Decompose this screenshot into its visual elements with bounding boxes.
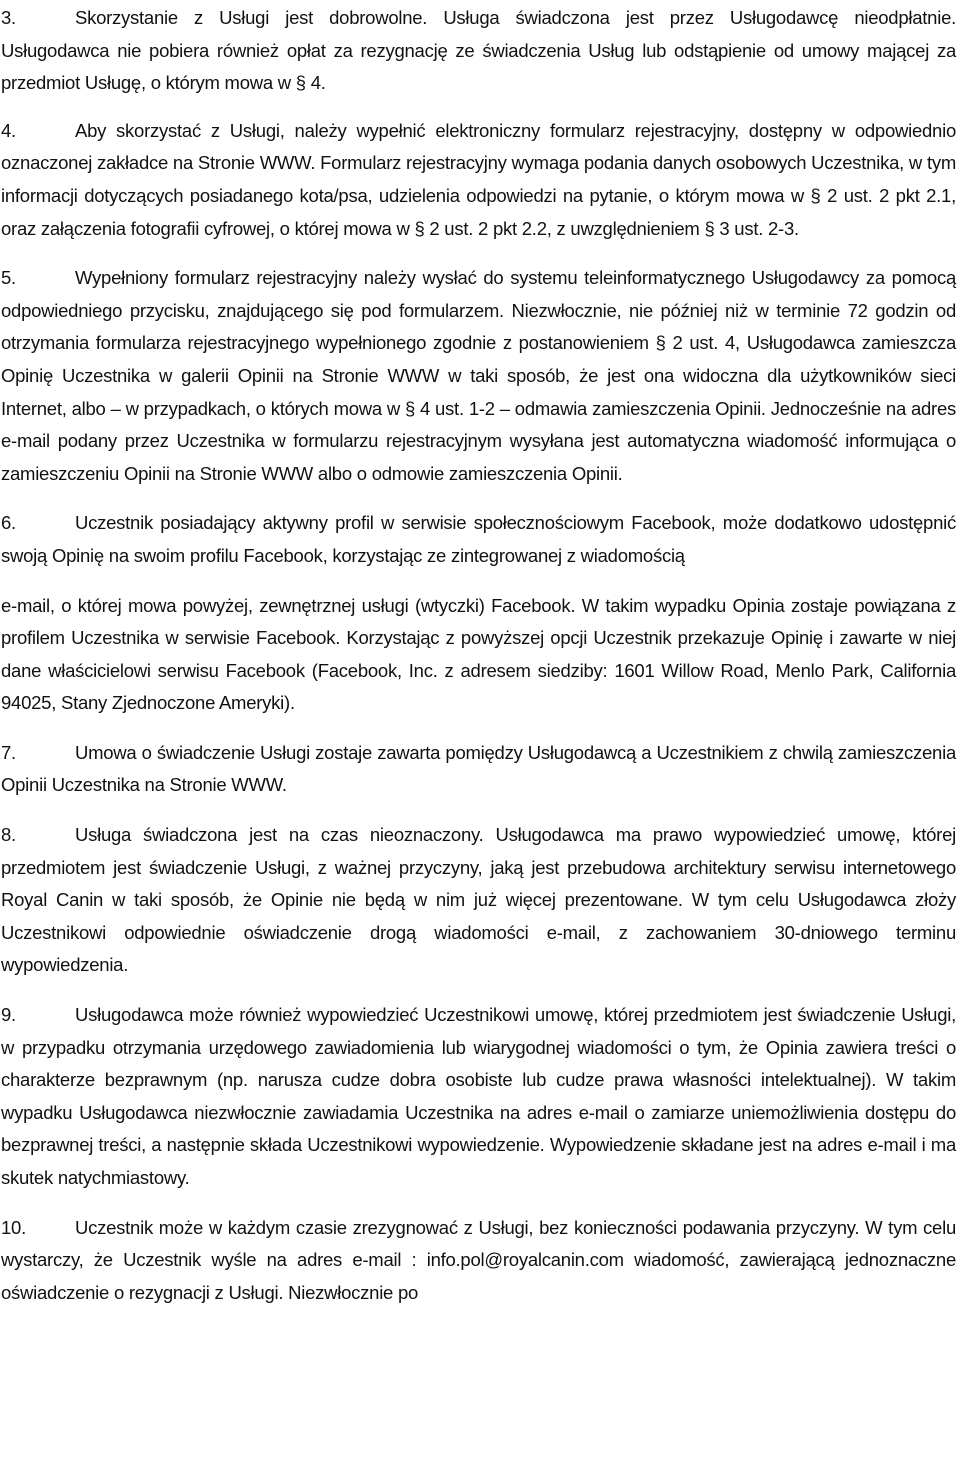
paragraph-text: Usługodawca może również wypowiedzieć Uczestnikowi umowę, której przedmiotem jest świadczenie Usługi, w przypadku otrzymania urzędowego zawiadomienia lub wiarygodnej wiadomości o tym, że Opinia zawiera treści o charakterze bezprawnym (np. narusza cudze dobra osobiste lub cudze prawa własności intelektualnej). W takim wypadku Usługodawca niezwłocznie zawiadamia Uczestnika na adres e-mail o zamiarze uniemożliwienia dostępu do bezprawnej treści, a następnie składa Uczestnikowi wypowiedzenie. Wypowiedzenie składane jest na adres e-mail i ma skutek natychmiastowy. [1, 1004, 956, 1188]
paragraph-3 [1, 2, 956, 100]
paragraph-6-continuation [1, 590, 956, 720]
paragraph-number: 5. [1, 267, 16, 289]
paragraph-text: Uczestnik posiadający aktywny profil w serwisie społecznościowym Facebook, może dodatkowo udostępnić swoją Opinię na swoim profilu Facebook, korzystając ze zintegrowanej z wiadomością [1, 512, 956, 566]
paragraph-9 [1, 999, 956, 1195]
paragraph-10 [1, 1212, 956, 1310]
paragraph-number: 4. [1, 119, 16, 141]
paragraph-text: Umowa o świadczenie Usługi zostaje zawarta pomiędzy Usługodawcą a Uczestnikiem z chwilą zamieszczenia Opinii Uczestnika na Stronie WWW. [1, 741, 956, 796]
paragraph-number: 10. [1, 1216, 26, 1238]
paragraph-text: Uczestnik może w każdym czasie zrezygnować z Usługi, bez konieczności podawania przyczyny. W tym celu wystarczy, że Uczestnik wyśle na adres e-mail : info.pol@royalcanin.com wiadomość, zawierającą jednoznaczne oświadczenie o rezygnacji z Usługi. Niezwłocznie po [1, 1216, 956, 1303]
paragraph-8 [1, 819, 956, 982]
paragraph-text: e-mail, o której mowa powyżej, zewnętrznej usługi (wtyczki) Facebook. W takim wypadku Opinia zostaje powiązana z profilem Uczestnika w serwisie Facebook. Korzystając z powyższej opcji Uczestnik przekazuje Opinię i zawarte w niej dane właścicielowi serwisu Facebook (Facebook, Inc. z adresem siedziby: 1601 Willow Road, Menlo Park, California 94025, Stany Zjednoczone Ameryki). [1, 594, 956, 714]
paragraph-number: 8. [1, 824, 16, 846]
paragraph-7 [1, 737, 956, 802]
paragraph-number: 9. [1, 1004, 16, 1026]
paragraph-6 [1, 507, 956, 572]
paragraph-text: Usługa świadczona jest na czas nieoznaczony. Usługodawca ma prawo wypowiedzieć umowę, której przedmiotem jest świadczenie Usługi, z ważnej przyczyny, jaką jest przebudowa architektury serwisu internetowego Royal Canin w taki sposób, że Opinie nie będą w nim już więcej prezentowane. W tym celu Usługodawca złoży Uczestnikowi odpowiednie oświadczenie drogą wiadomości e-mail, z zachowaniem 30-dniowego terminu wypowiedzenia. [1, 824, 956, 976]
paragraph-text: Wypełniony formularz rejestracyjny należy wysłać do systemu teleinformatycznego Usługodawcy za pomocą odpowiedniego przycisku, znajdującego się pod formularzem. Niezwłocznie, nie później niż w terminie 72 godzin od otrzymania formularza rejestracyjnego wypełnionego zgodnie z postanowieniem § 2 ust. 4, Usługodawca zamieszcza Opinię Uczestnika w galerii Opinii na Stronie WWW w taki sposób, że jest ona widoczna dla użytkowników sieci Internet, albo – w przypadkach, o których mowa w § 4 ust. 1-2 – odmawia zamieszczenia Opinii. Jednocześnie na adres e-mail podany przez Uczestnika w formularzu rejestracyjnym wysyłana jest automatyczna wiadomość informująca o zamieszczeniu Opinii na Stronie WWW albo o odmowie zamieszczenia Opinii. [1, 267, 956, 484]
paragraph-number: 3. [1, 7, 16, 28]
paragraph-number: 7. [1, 741, 16, 763]
paragraph-number: 6. [1, 512, 16, 534]
paragraph-text: Skorzystanie z Usługi jest dobrowolne. Usługa świadczona jest przez Usługodawcę nieodpłatnie. Usługodawca nie pobiera również opłat za rezygnację ze świadczenia Usług lub odstąpienie od umowy mającej za przedmiot Usługę, o którym mowa w § 4. [1, 7, 956, 94]
paragraph-text: Aby skorzystać z Usługi, należy wypełnić elektroniczny formularz rejestracyjny, dostępny w odpowiednio oznaczonej zakładce na Stronie WWW. Formularz rejestracyjny wymaga podania danych osobowych Uczestnika, w tym informacji dotyczących posiadanego kota/psa, udzielenia odpowiedzi na pytanie, o którym mowa w § 2 ust. 2 pkt 2.1, oraz załączenia fotografii cyfrowej, o której mowa w § 2 ust. 2 pkt 2.2, z uwzględnieniem § 3 ust. 2-3. [1, 119, 956, 239]
paragraph-5 [1, 262, 956, 490]
paragraph-4 [1, 115, 956, 245]
